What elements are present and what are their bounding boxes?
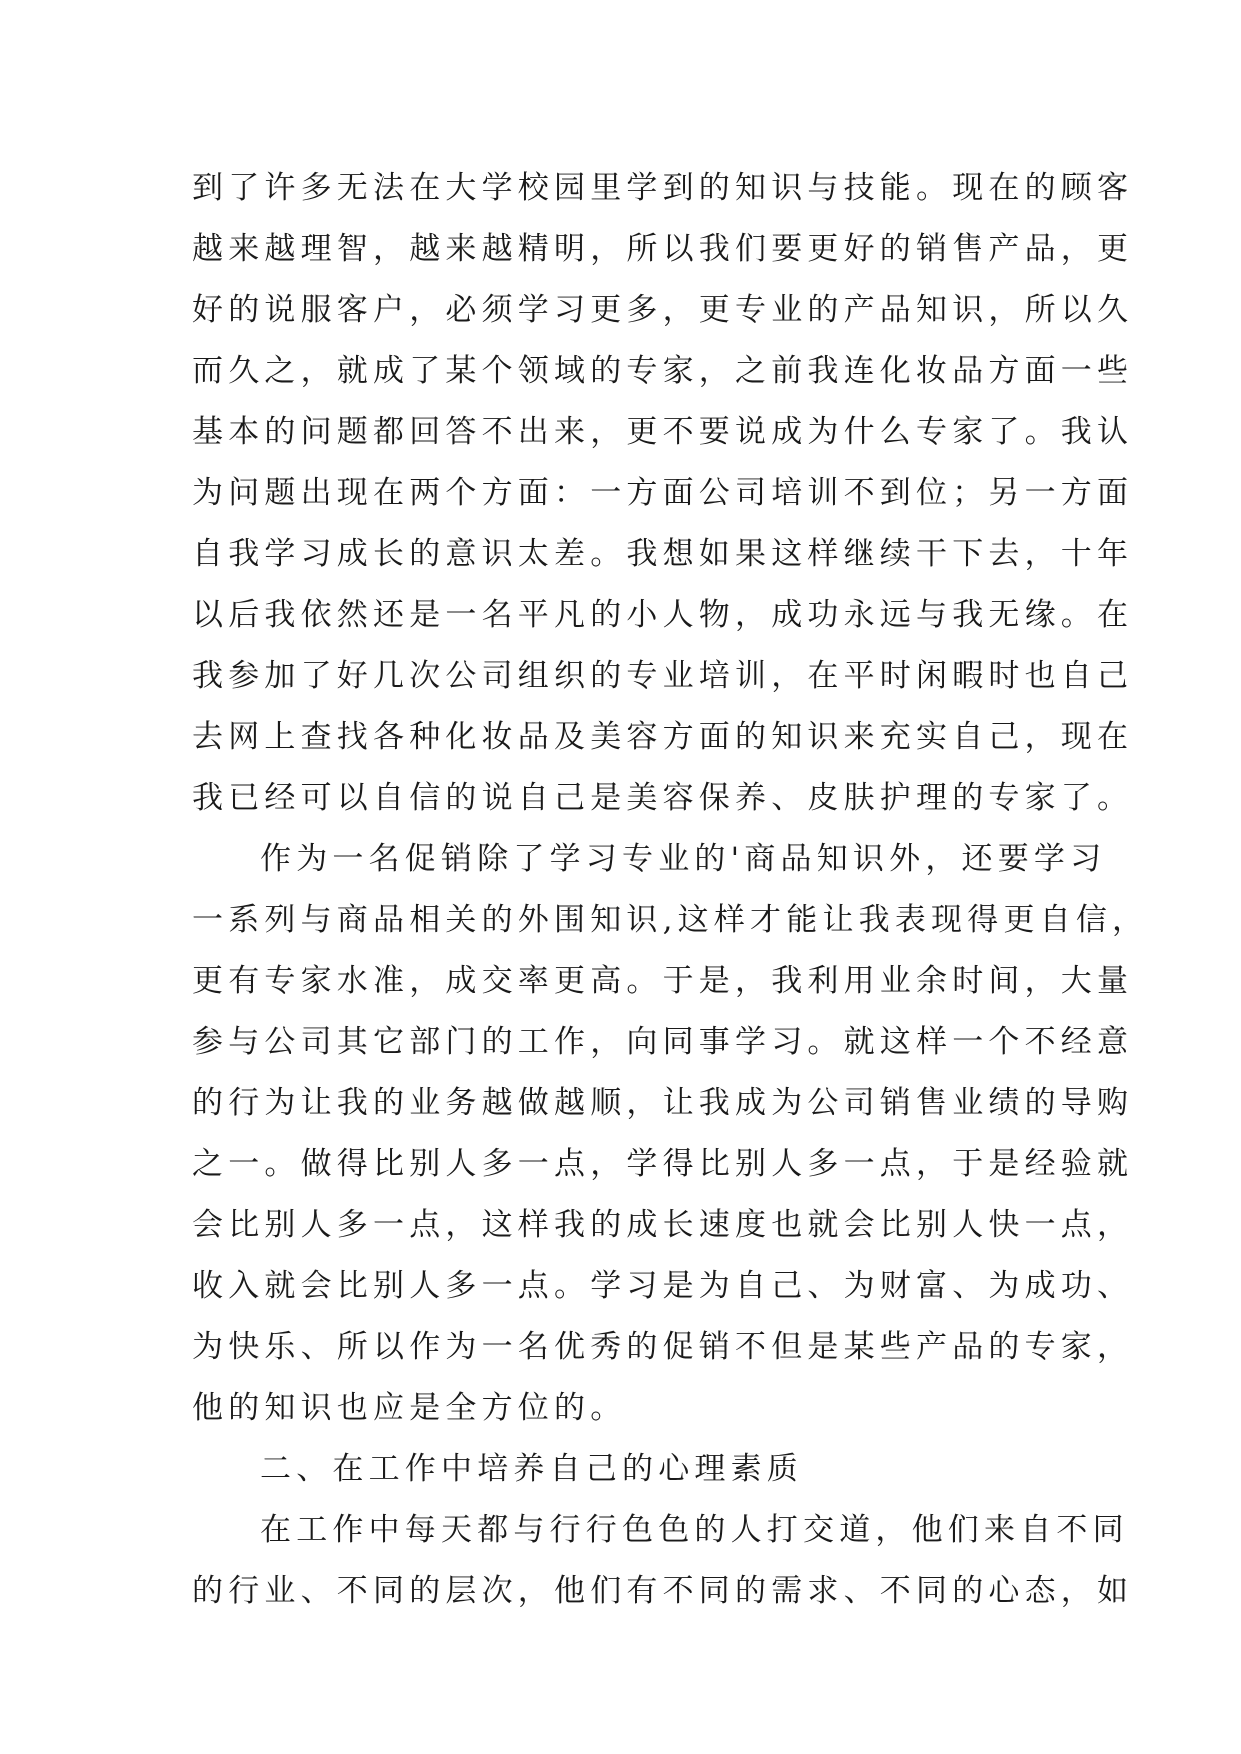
text-line-5: 基本的问题都回答不出来，更不要说成为什么专家了。我认 bbox=[192, 414, 1134, 450]
text-line-11: 我已经可以自信的说自己是美容保养、皮肤护理的专家了。 bbox=[192, 780, 1134, 816]
text-line-3: 好的说服客户，必须学习更多，更专业的产品知识，所以久 bbox=[192, 292, 1134, 328]
text-line-23: 在工作中每天都与行行色色的人打交道，他们来自不同 bbox=[260, 1512, 1129, 1548]
text-line-6: 为问题出现在两个方面：一方面公司培训不到位；另一方面 bbox=[192, 475, 1134, 511]
text-line-15: 参与公司其它部门的工作，向同事学习。就这样一个不经意 bbox=[192, 1024, 1134, 1060]
text-line-16: 的行为让我的业务越做越顺，让我成为公司销售业绩的导购 bbox=[192, 1085, 1134, 1121]
text-line-17: 之一。做得比别人多一点，学得比别人多一点，于是经验就 bbox=[192, 1146, 1134, 1182]
text-line-8: 以后我依然还是一名平凡的小人物，成功永远与我无缘。在 bbox=[192, 597, 1134, 633]
text-line-10: 去网上查找各种化妆品及美容方面的知识来充实自己，现在 bbox=[192, 719, 1134, 755]
text-line-24: 的行业、不同的层次，他们有不同的需求、不同的心态，如 bbox=[192, 1573, 1134, 1609]
text-line-4: 而久之，就成了某个领域的专家，之前我连化妆品方面一些 bbox=[192, 353, 1134, 389]
text-line-12: 作为一名促销除了学习专业的'商品知识外，还要学习 bbox=[260, 841, 1107, 877]
document-body bbox=[192, 158, 1149, 1622]
text-line-7: 自我学习成长的意识太差。我想如果这样继续干下去，十年 bbox=[192, 536, 1134, 572]
text-line-9: 我参加了好几次公司组织的专业培训，在平时闲暇时也自己 bbox=[192, 658, 1134, 694]
section-heading: 二、在工作中培养自己的心理素质 bbox=[260, 1451, 803, 1487]
text-line-19: 收入就会比别人多一点。学习是为自己、为财富、为成功、 bbox=[192, 1268, 1134, 1304]
text-line-2: 越来越理智，越来越精明，所以我们要更好的销售产品，更 bbox=[192, 231, 1134, 267]
text-line-1: 到了许多无法在大学校园里学到的知识与技能。现在的顾客 bbox=[192, 170, 1134, 206]
text-line-14: 更有专家水准，成交率更高。于是，我利用业余时间，大量 bbox=[192, 963, 1134, 999]
text-line-13: 一系列与商品相关的外围知识,这样才能让我表现得更自信， bbox=[192, 902, 1149, 938]
text-line-18: 会比别人多一点，这样我的成长速度也就会比别人快一点， bbox=[192, 1207, 1134, 1243]
text-line-21: 他的知识也应是全方位的。 bbox=[192, 1390, 627, 1426]
text-line-20: 为快乐、所以作为一名优秀的促销不但是某些产品的专家， bbox=[192, 1329, 1134, 1365]
